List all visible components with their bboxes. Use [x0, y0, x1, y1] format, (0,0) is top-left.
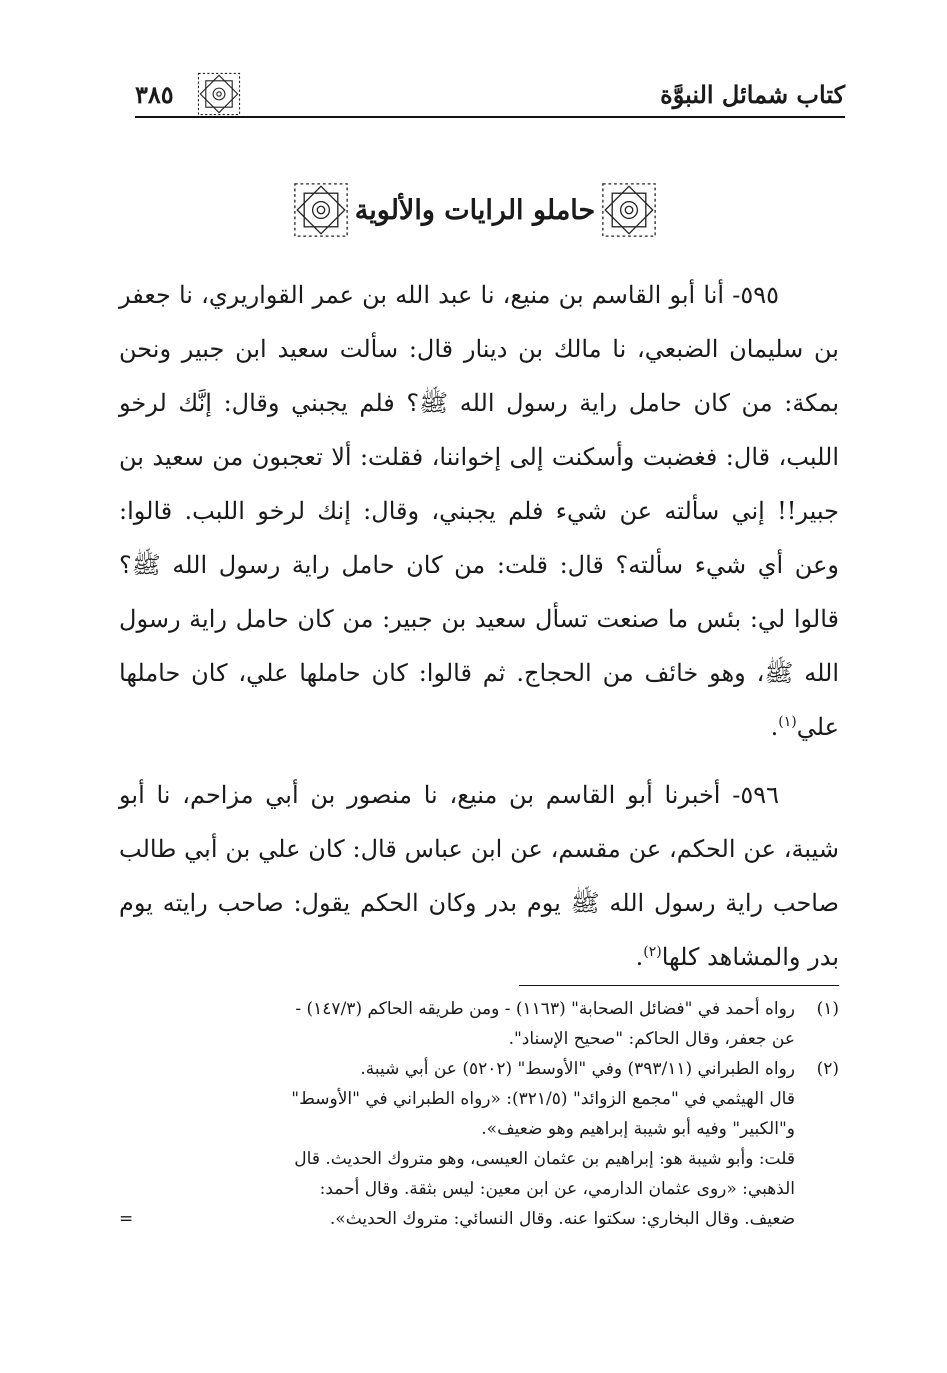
footnote-ref: (١): [778, 714, 797, 730]
book-title: كتاب شمائل النبوَّة: [660, 80, 845, 109]
footnote-continued-mark: =: [119, 1209, 134, 1229]
paragraph-text: ٥٩٥- أنا أبو القاسم بن منيع، نا عبد الله بن عمر القواريري، نا جعفر بن سليمان الضبعي، نا مالك بن دينار قال: سألت سعيد ابن جبير ونحن بمكة: من كان حامل راية رسول الله ﷺ؟ فلم يجبني وقال: إنَّك لرخو اللبب، قال: فغضبت وأسكنت إلى إخواننا، فقلت: ألا تعجبون من سعيد بن جبير!! إني سألته عن شيء فلم يجبني، وقال: إنك لرخو اللبب. قالوا: وعن أي شيء سألته؟ قال: قلت: من كان حامل راية رسول الله ﷺ؟ قالوا لي: بئس ما صنعت تسأل سعيد بن جبير: من كان حامل راية رسول الله ﷺ، وهو خائف من الحجاج. ثم قالوا: كان حاملها علي، كان حاملها علي: [119, 281, 839, 741]
footnote-line: الذهبي: «روى عثمان الدارمي، عن ابن معين: ليس بثقة. وقال أحمد:: [319, 1179, 795, 1199]
footnote-line: عن جعفر، وقال الحاكم: "صحيح الإسناد".: [508, 1029, 795, 1049]
footnote-line: رواه الطبراني (٣٩٣/١١) وفي "الأوسط" (٥٢٠٢) عن أبي شيبة.: [360, 1059, 795, 1079]
octagram-ornament-icon: [197, 72, 241, 116]
footnote: [119, 1054, 839, 1234]
hadith-paragraph: [119, 268, 839, 754]
section-heading: [250, 175, 700, 245]
octagram-ornament-icon: [601, 182, 657, 238]
section-heading-text: حاملو الرايات والألوية: [354, 194, 596, 226]
page-number: ٣٨٥: [135, 80, 174, 109]
footnote-line: قال الهيثمي في "مجمع الزوائد" (٣٢١/٥): «رواه الطبراني في "الأوسط": [291, 1089, 795, 1109]
footnote-ref: (٢): [643, 944, 662, 960]
footnote-line: و"الكبير" وفيه أبو شيبة إبراهيم وهو ضعيف».: [481, 1119, 795, 1139]
footnote: [119, 994, 839, 1054]
header-rule: [135, 116, 845, 118]
running-header: [135, 70, 845, 122]
end-mark: .: [770, 713, 779, 741]
footnote-number: (٢): [816, 1059, 839, 1079]
hadith-paragraph: [119, 768, 839, 984]
footnote-line: قلت: وأبو شيبة هو: إبراهيم بن عثمان العيسى، وهو متروك الحديث. قال: [294, 1149, 795, 1169]
footnotes: [119, 994, 839, 1234]
end-mark: .: [635, 943, 644, 971]
footnote-number: (١): [816, 999, 839, 1019]
footnote-line: رواه أحمد في "فضائل الصحابة" (١١٦٣) - ومن طريقه الحاكم (١٤٧/٣) -: [295, 999, 795, 1019]
footnote-separator: [519, 985, 839, 986]
octagram-ornament-icon: [293, 182, 349, 238]
main-text: [119, 268, 839, 998]
paragraph-text: ٥٩٦- أخبرنا أبو القاسم بن منيع، نا منصور بن أبي مزاحم، نا أبو شيبة، عن الحكم، عن مقسم، عن ابن عباس قال: كان علي بن أبي طالب صاحب راية رسول الله ﷺ يوم بدر وكان الحكم يقول: صاحب رايته يوم بدر والمشاهد كلها: [119, 781, 840, 971]
footnote-line: ضعيف. وقال البخاري: سكتوا عنه. وقال النسائي: متروك الحديث».: [329, 1209, 795, 1229]
